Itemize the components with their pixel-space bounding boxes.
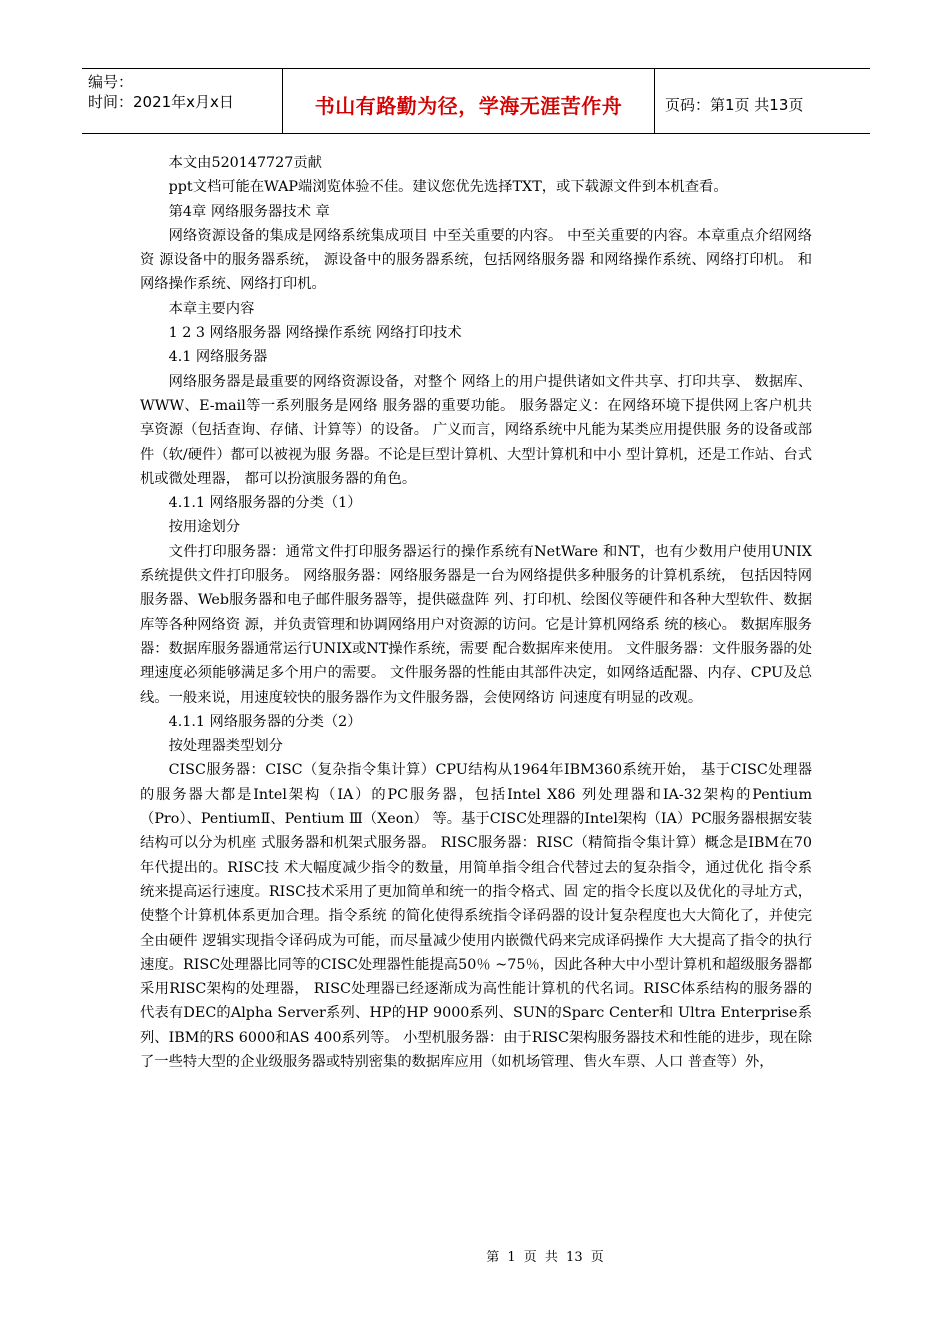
header-meta xyxy=(82,69,283,133)
chapter-intro-paragraph: 网络资源设备的集成是网络系统集成项目 中至关重要的内容。 中至关重要的内容。本章重点介绍网络资 源设备中的服务器系统， 源设备中的服务器系统，包括网络服务器 和网络操作系统、网络打印机。 和网络操作系统、网络打印机。 xyxy=(140,227,812,293)
header-page-info: 页码：第1页 共13页 xyxy=(665,95,804,114)
document-number-label: 编号： xyxy=(88,73,134,91)
subsection-heading: 4.1.1 网络服务器的分类（2） xyxy=(168,713,362,730)
subsection-subtitle: 按用途划分 xyxy=(168,519,241,536)
subsection-heading: 4.1.1 网络服务器的分类（1） xyxy=(168,495,362,512)
header-motto: 书山有路勤为径，学海无涯苦作舟 xyxy=(283,69,655,133)
section-heading: 本章主要内容 xyxy=(168,300,255,317)
document-body xyxy=(140,151,812,1074)
body-paragraph: 文件打印服务器：通常文件打印服务器运行的操作系统有NetWare 和NT，也有少数用户使用UNIX系统提供文件打印服务。 网络服务器：网络服务器是一台为网络提供多种服务的计算机系统， 包括因特网服务器、Web服务器和电子邮件服务器等，提供磁盘阵 列、打印机、绘图仪等硬件和各种大型软件、数据库等各种网络资 源，并负责管理和协调网络用户对资源的访问。它是计算机网络系 统的核心。 数据库服务器：数据库服务器通常运行UNIX或NT操作系统，需要 配合数据库来使用。 文件服务器：文件服务器的处理速度必须能够满足多个用户的需要。 文件服务器的性能由其部件决定，如网络适配器、内存、CPU及总 线。一般来说，用速度较快的服务器作为文件服务器，会使网络访 问速度有明显的改观。 xyxy=(140,543,812,706)
document-date: 时间：2021年x月x日 xyxy=(88,93,234,111)
body-paragraph: CISC服务器：CISC（复杂指令集计算）CPU结构从1964年IBM360系统开始， 基于CISC处理器的服务器大都是Intel架构（IA）的PC服务器，包括Intel X86 列处理器和IA-32架构的Pentium（Pro）、PentiumⅡ、Pentium Ⅲ（Xeon） 等。基于CISC处理器的Intel架构（IA）PC服务器根据安装结构可以分为机座 式服务器和机架式服务器。 RISC服务器：RISC（精简指令集计算）概念是IBM在70年代提出的。RISC技 术大幅度减少指令的数量，用简单指令组合代替过去的复杂指令，通过优化 指令系统来提高运行速度。RISC技术采用了更加简单和统一的指令格式、固 定的指令长度以及优化的寻址方式，使整个计算机体系更加合理。指令系统 的简化使得系统指令译码器的设计复杂程度也大大简化了，并使完全由硬件 逻辑实现指令译码成为可能，而尽量减少使用内嵌微代码来完成译码操作 大大提高了指令的执行速度。RISC处理器比同等的CISC处理器性能提高50％ ~75％，因此各种大中小型计算机和超级服务器都采用RISC架构的处理器， RISC处理器已经逐渐成为高性能计算机的代名词。RISC体系结构的服务器的 代表有DEC的Alpha Server系列、HP的HP 9000系列、SUN的Sparc Center和 Ultra Enterprise系列、IBM的RS 6000和AS 400系列等。 小型机服务器：由于RISC架构服务器技术和性能的进步，现在除了一些特大型的企业级服务器或特别密集的数据库应用（如机场管理、售火车票、人口 普查等）外， xyxy=(140,762,813,1070)
page-footer: 第 1 页 共 13 页 xyxy=(486,1250,604,1265)
contributor-line: 本文由520147727贡献 xyxy=(168,155,322,171)
subsection-subtitle: 按处理器类型划分 xyxy=(168,738,283,755)
section-heading: 4.1 网络服务器 xyxy=(168,349,268,366)
page-header xyxy=(82,68,870,134)
body-paragraph: 网络服务器是最重要的网络资源设备，对整个 网络上的用户提供诸如文件共享、打印共享、 数据库、WWW、E-mail等一系列服务是网络 服务器的重要功能。 服务器定义：在网络环境下提供网上客户机共 享资源（包括查询、存储、计算等）的设备。 广义而言，网络系统中凡能为某类应用提供服 务的设备或部件（软/硬件）都可以被视为服 务器。不论是巨型计算机、大型计算机和中小 型计算机，还是工作站、台式机或微处理器， 都可以扮演服务器的角色。 xyxy=(140,373,812,487)
chapter-title: 第4章 网络服务器技术 章 xyxy=(168,203,330,220)
contents-list: 1 2 3 网络服务器 网络操作系统 网络打印技术 xyxy=(168,325,462,342)
viewing-notice: ppt文档可能在WAP端浏览体验不佳。建议您优先选择TXT，或下载源文件到本机查看。 xyxy=(168,179,728,196)
